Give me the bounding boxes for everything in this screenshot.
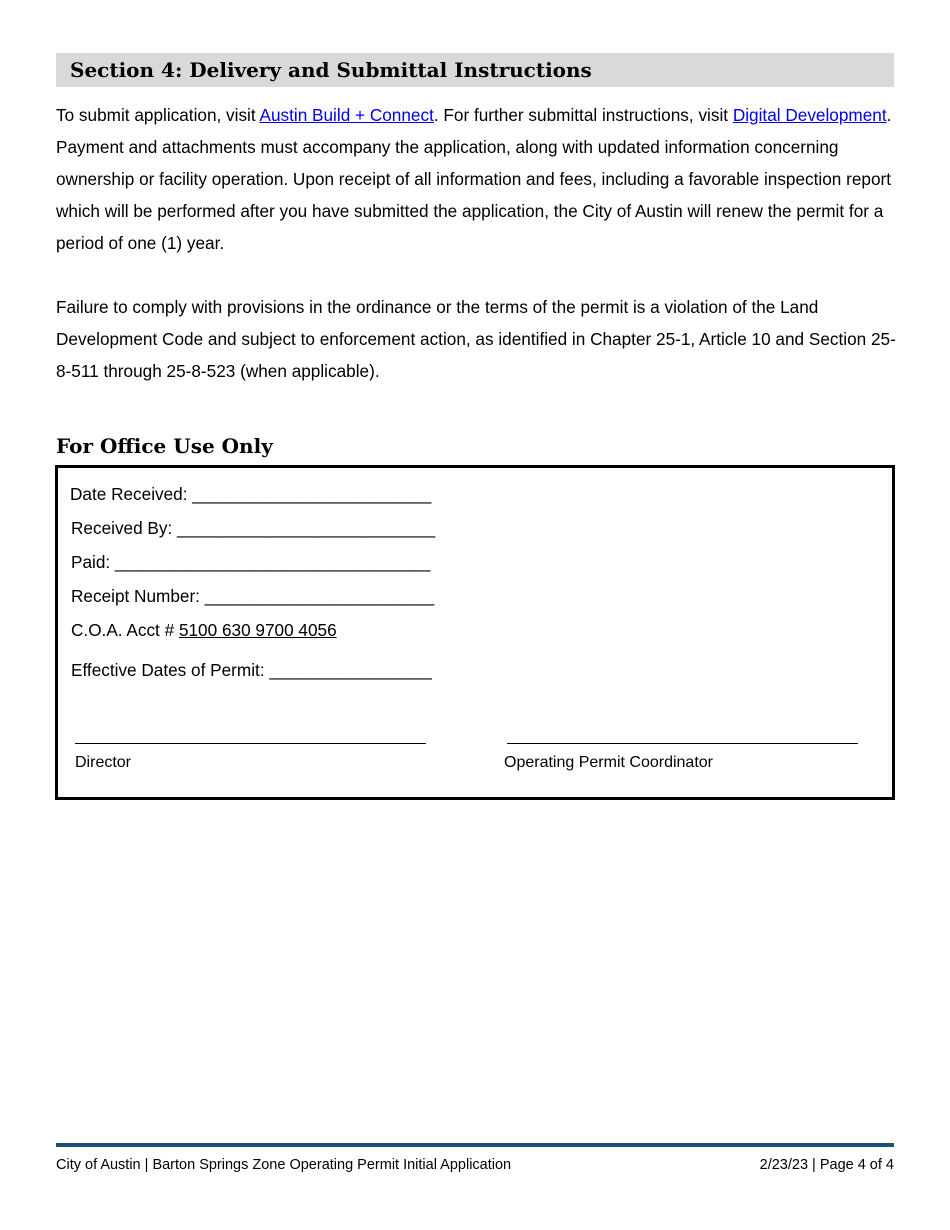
footer-rule <box>56 1143 894 1147</box>
enforcement-paragraph: Failure to comply with provisions in the ordinance or the terms of the permit is a violation of the Land Development Code and subject to enforcement action, as identified in Chapter 25-1, Article 10 and Section 25-8-511 through 25-8-523 (when applicable). <box>56 297 896 381</box>
submittal-paragraph <box>56 99 898 259</box>
submittal-text-3: . Payment and attachments must accompany the application, along with updated information concerning ownership or facility operation. Upon receipt of all information and fees, including a favorable inspection report which will be performed after you have submitted the application, the City of Austin will renew the permit for a period of one (1) year. <box>56 105 892 253</box>
submittal-text-2: . For further submittal instructions, visit <box>433 105 733 125</box>
digital-development-link[interactable]: Digital Development <box>732 105 887 125</box>
austin-build-connect-link[interactable]: Austin Build + Connect <box>259 105 434 125</box>
section-4-header: Section 4: Delivery and Submittal Instructions <box>56 53 894 87</box>
date-received-field: Date Received: _________________________ <box>70 484 432 504</box>
coa-account-number: 5100 630 9700 4056 <box>178 620 337 640</box>
coa-account-label: C.O.A. Acct # <box>71 620 179 640</box>
paid-field: Paid: _________________________________ <box>71 552 431 572</box>
receipt-number-field: Receipt Number: ________________________ <box>71 586 435 606</box>
coordinator-label: Operating Permit Coordinator <box>504 754 713 771</box>
office-use-title: For Office Use Only <box>56 434 273 458</box>
received-by-field: Received By: ___________________________ <box>71 518 436 538</box>
office-use-box <box>55 465 895 800</box>
footer-document-title: City of Austin | Barton Springs Zone Operating Permit Initial Application <box>56 1157 512 1173</box>
footer-page-info: 2/23/23 | Page 4 of 4 <box>759 1157 894 1173</box>
director-label: Director <box>75 754 132 771</box>
coa-account-field <box>71 619 337 641</box>
effective-dates-field: Effective Dates of Permit: _________________ <box>71 660 432 680</box>
submittal-text-1: To submit application, visit <box>56 105 260 125</box>
director-signature-line <box>75 743 426 744</box>
coordinator-signature-line <box>507 743 858 744</box>
